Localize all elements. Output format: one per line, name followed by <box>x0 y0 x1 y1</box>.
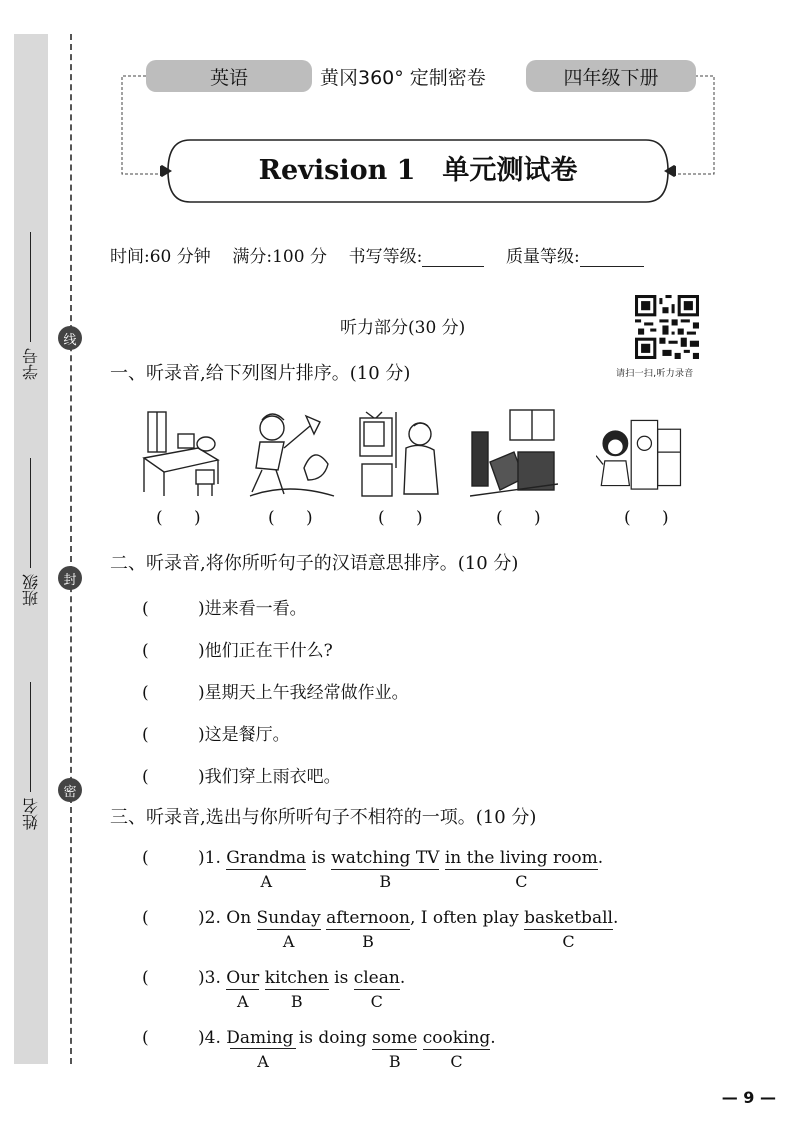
desk-room-icon <box>138 408 226 498</box>
section1-paren-1[interactable]: ( ) <box>156 508 201 528</box>
section1-paren-2[interactable]: ( ) <box>268 508 313 528</box>
option-b: afternoon B <box>326 908 410 951</box>
answer-blank[interactable]: ( <box>142 848 149 868</box>
quality-grade-label: 质量等级: <box>505 247 580 267</box>
answer-blank[interactable]: ( <box>142 725 149 745</box>
name-label: 姓名 <box>21 798 41 830</box>
section3-item-2: ( )2. On Sunday A afternoon B , I often play basketball C . <box>142 908 619 951</box>
answer-blank[interactable]: ( <box>142 968 149 988</box>
section2-item-5: ( )我们穿上雨衣吧。 <box>142 767 341 787</box>
option-a: Grandma A <box>226 848 307 891</box>
option-b: kitchen B <box>264 968 329 1011</box>
seal-mi: 密 <box>58 778 82 802</box>
section3-item-4: ( )4. Daming is doing some B cooking C . <box>142 1028 496 1071</box>
option-c: basketball C <box>524 908 613 951</box>
section2-title: 二、听录音,将你所听句子的汉语意思排序。(10 分) <box>110 553 519 574</box>
option-a-letter: A <box>257 1052 269 1071</box>
cut-line <box>70 34 72 1064</box>
name-field[interactable] <box>17 682 45 830</box>
listening-heading: 听力部分(30 分) <box>340 318 466 338</box>
seal-xian: 线 <box>58 326 82 350</box>
page-number: — 9 — <box>721 1088 776 1107</box>
option-a-underline <box>230 1048 296 1049</box>
section1-paren-5[interactable]: ( ) <box>624 508 669 528</box>
quality-grade-blank[interactable] <box>580 248 644 267</box>
option-b: watching TV B <box>331 848 440 891</box>
time-info: 时间:60 分钟 <box>110 247 211 267</box>
living-room-icon <box>470 408 558 498</box>
option-c: cooking C <box>422 1028 491 1071</box>
subject-pill: 英语 <box>146 60 312 92</box>
girl-kite-icon <box>248 408 336 498</box>
section3-item-1: ( )1. Grandma A is watching TV B in the living room C . <box>142 848 604 891</box>
tv-man-icon <box>356 408 444 498</box>
section2-item-2: ( )他们正在干什么? <box>142 641 333 661</box>
answer-blank[interactable]: ( <box>142 641 149 661</box>
name-line <box>31 682 32 792</box>
answer-blank[interactable]: ( <box>142 908 149 928</box>
section2-item-1: ( )进来看一看。 <box>142 599 307 619</box>
class-line <box>31 458 32 568</box>
writing-grade-label: 书写等级: <box>348 247 423 267</box>
class-field[interactable] <box>17 458 45 606</box>
answer-blank[interactable]: ( <box>142 599 149 619</box>
section2-item-4: ( )这是餐厅。 <box>142 725 290 745</box>
writing-grade-blank[interactable] <box>422 248 484 267</box>
score-info: 满分:100 分 <box>232 247 327 267</box>
section3-item-3: ( )3. Our A kitchen B is clean C . <box>142 968 406 1011</box>
section1-paren-3[interactable]: ( ) <box>378 508 423 528</box>
section3-title: 三、听录音,选出与你所听句子不相符的一项。(10 分) <box>110 807 537 828</box>
qr-code-icon[interactable] <box>635 295 699 359</box>
girl-door-icon <box>596 408 684 498</box>
page-title: Revision 1 单元测试卷 <box>258 155 578 186</box>
exam-info <box>110 242 644 267</box>
answer-blank[interactable]: ( <box>142 767 149 787</box>
student-id-line <box>31 232 32 342</box>
qr-caption: 请扫一扫,听力录音 <box>616 369 694 379</box>
option-c: clean C <box>353 968 400 1011</box>
section1-title: 一、听录音,给下列图片排序。(10 分) <box>110 363 411 384</box>
option-a: Sunday A <box>256 908 321 951</box>
student-id-field[interactable] <box>17 232 45 380</box>
class-label: 班级 <box>21 574 41 606</box>
answer-blank[interactable]: ( <box>142 683 149 703</box>
grade-pill: 四年级下册 <box>526 60 696 92</box>
option-c: in the living room C <box>444 848 598 891</box>
option-a: Our A <box>226 968 260 1011</box>
series-name: 黄冈360° 定制密卷 <box>320 66 486 89</box>
answer-blank[interactable]: ( <box>142 1028 149 1048</box>
option-b: some B <box>372 1028 418 1071</box>
seal-feng: 封 <box>58 566 82 590</box>
section2-item-3: ( )星期天上午我经常做作业。 <box>142 683 409 703</box>
section1-paren-4[interactable]: ( ) <box>496 508 541 528</box>
student-id-label: 学号 <box>21 348 41 380</box>
